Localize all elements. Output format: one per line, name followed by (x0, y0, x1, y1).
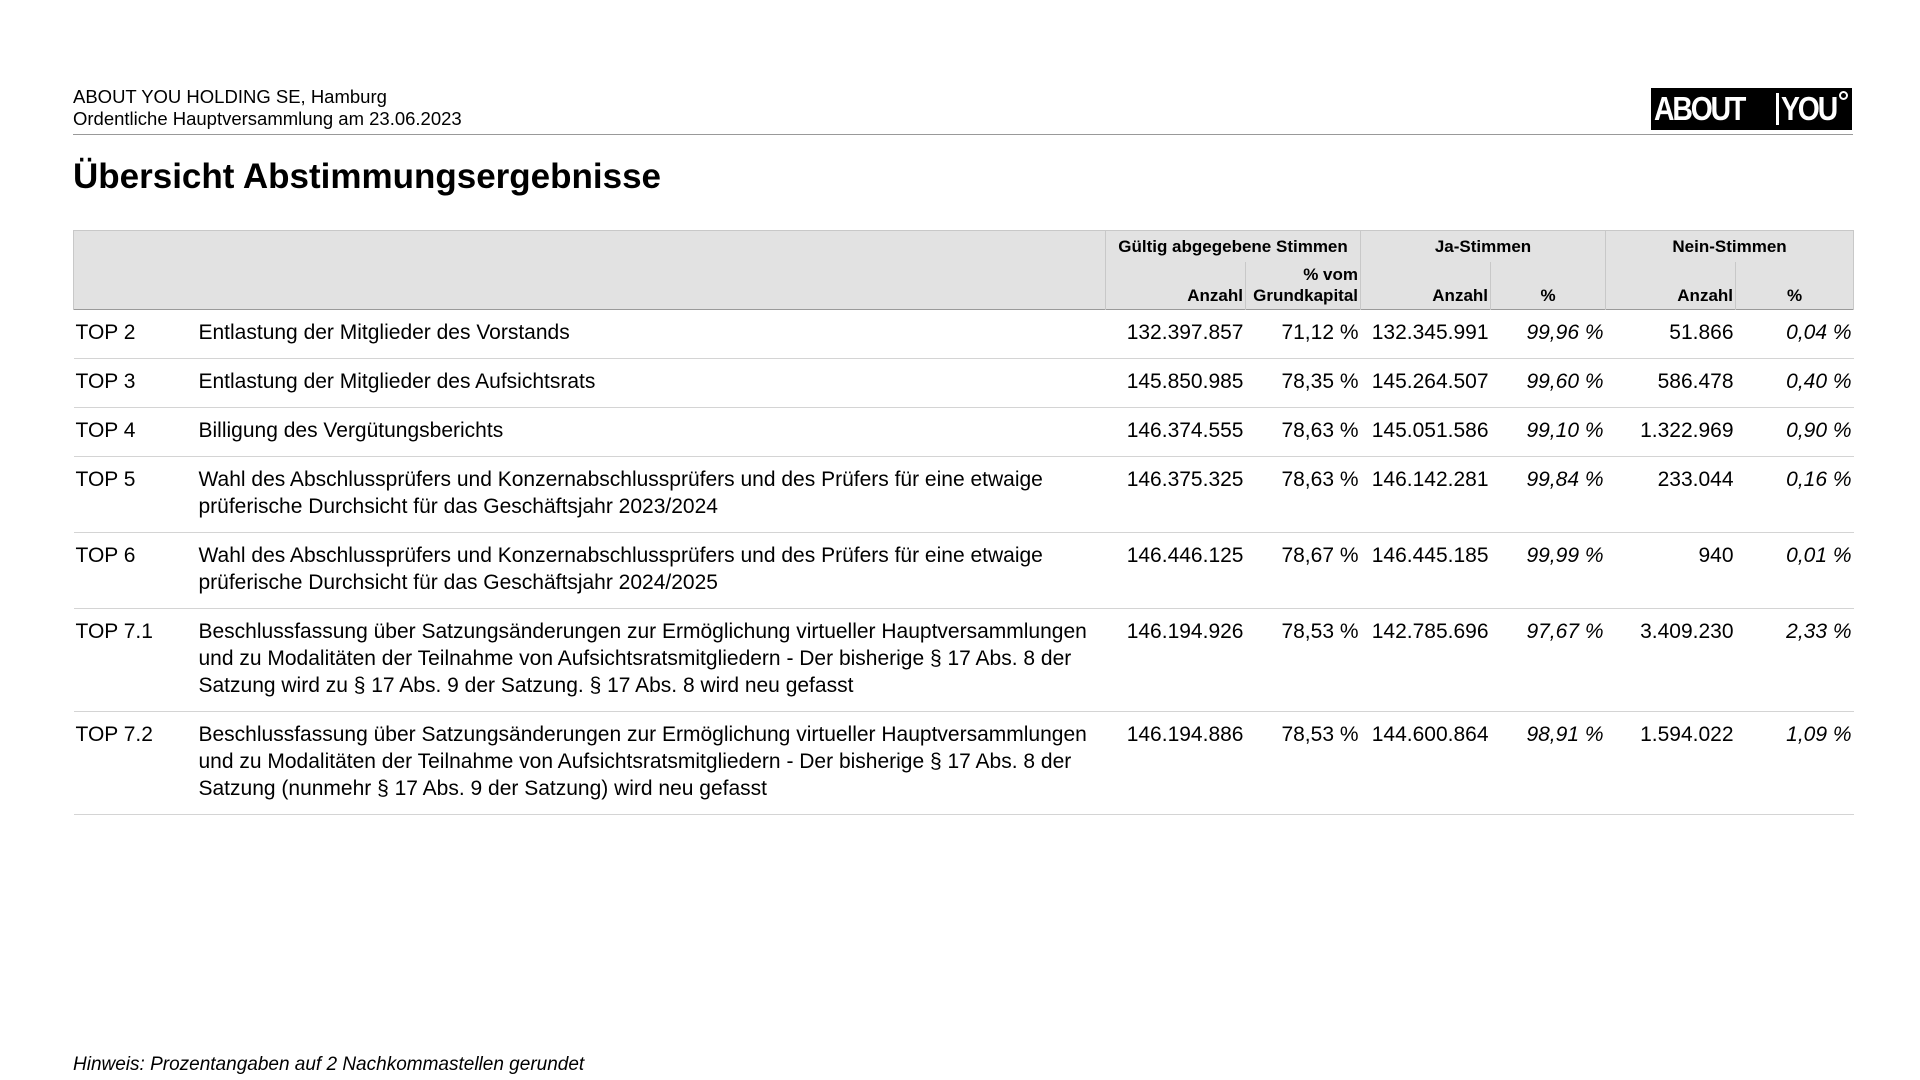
table-body (74, 310, 1854, 815)
table-row (74, 712, 1854, 815)
yes-pct: 99,96 % (1491, 310, 1606, 359)
yes-pct: 98,91 % (1491, 712, 1606, 815)
agenda-description: Wahl des Abschlussprüfers und Konzernabschlussprüfers und des Prüfers für eine etwaige prüferische Durchsicht für das Geschäftsjahr 2023/2024 (197, 457, 1106, 533)
valid-pct: 78,35 % (1246, 359, 1361, 408)
agenda-description: Beschlussfassung über Satzungsänderungen zur Ermöglichung virtueller Hauptversammlungen und zu Modalitäten der Teilnahme von Aufsichtsratsmitgliedern - Der bisherige § 17 Abs. 8 der Satzung wird zu § 17 Abs. 9 der Satzung. § 17 Abs. 8 wird neu gefasst (197, 609, 1106, 712)
header-valid-count: Anzahl (1106, 262, 1246, 310)
no-pct: 2,33 % (1736, 609, 1854, 712)
header-empty-cell (74, 231, 1106, 310)
yes-count: 146.142.281 (1361, 457, 1491, 533)
no-pct: 0,16 % (1736, 457, 1854, 533)
header-no-count: Anzahl (1606, 262, 1736, 310)
valid-pct: 78,63 % (1246, 408, 1361, 457)
voting-results-table (73, 230, 1854, 815)
yes-count: 142.785.696 (1361, 609, 1491, 712)
yes-count: 146.445.185 (1361, 533, 1491, 609)
valid-count: 146.374.555 (1106, 408, 1246, 457)
yes-pct: 99,10 % (1491, 408, 1606, 457)
yes-count: 145.264.507 (1361, 359, 1491, 408)
header-yes-count: Anzahl (1361, 262, 1491, 310)
header-yes-pct: % (1491, 262, 1606, 310)
yes-pct: 99,84 % (1491, 457, 1606, 533)
header-no-pct: % (1736, 262, 1854, 310)
meeting-date: Ordentliche Hauptversammlung am 23.06.2023 (73, 108, 462, 129)
valid-pct: 78,53 % (1246, 609, 1361, 712)
table-row (74, 457, 1854, 533)
no-count: 51.866 (1606, 310, 1736, 359)
yes-pct: 99,60 % (1491, 359, 1606, 408)
agenda-description: Billigung des Vergütungsberichts (197, 408, 1106, 457)
logo-separator (1776, 93, 1779, 125)
no-pct: 0,01 % (1736, 533, 1854, 609)
no-count: 1.594.022 (1606, 712, 1736, 815)
header-no-votes: Nein-Stimmen (1606, 231, 1854, 263)
no-count: 1.322.969 (1606, 408, 1736, 457)
no-count: 233.044 (1606, 457, 1736, 533)
agenda-description: Wahl des Abschlussprüfers und Konzernabschlussprüfers und des Prüfers für eine etwaige prüferische Durchsicht für das Geschäftsjahr 2024/2025 (197, 533, 1106, 609)
about-you-logo (1651, 88, 1852, 130)
logo-word-about: ABOUT (1654, 90, 1745, 127)
table-row (74, 609, 1854, 712)
table-row (74, 408, 1854, 457)
agenda-description: Entlastung der Mitglieder des Vorstands (197, 310, 1106, 359)
no-pct: 0,04 % (1736, 310, 1854, 359)
agenda-item: TOP 5 (74, 457, 197, 533)
agenda-item: TOP 2 (74, 310, 197, 359)
agenda-description: Entlastung der Mitglieder des Aufsichtsrats (197, 359, 1106, 408)
header-valid-votes: Gültig abgegebene Stimmen (1106, 231, 1361, 263)
no-pct: 0,40 % (1736, 359, 1854, 408)
agenda-item: TOP 4 (74, 408, 197, 457)
valid-count: 146.375.325 (1106, 457, 1246, 533)
header-yes-votes: Ja-Stimmen (1361, 231, 1606, 263)
header-divider (73, 134, 1853, 135)
agenda-item: TOP 7.1 (74, 609, 197, 712)
no-count: 586.478 (1606, 359, 1736, 408)
valid-pct: 71,12 % (1246, 310, 1361, 359)
table-row (74, 310, 1854, 359)
yes-count: 145.051.586 (1361, 408, 1491, 457)
logo-word-you: YOU (1781, 90, 1837, 127)
yes-pct: 97,67 % (1491, 609, 1606, 712)
page-title: Übersicht Abstimmungsergebnisse (73, 157, 662, 196)
document-header (73, 86, 462, 130)
yes-count: 144.600.864 (1361, 712, 1491, 815)
header-valid-pct: % vom Grundkapital (1246, 262, 1361, 310)
company-name: ABOUT YOU HOLDING SE, Hamburg (73, 86, 387, 107)
no-pct: 1,09 % (1736, 712, 1854, 815)
no-pct: 0,90 % (1736, 408, 1854, 457)
valid-pct: 78,67 % (1246, 533, 1361, 609)
agenda-item: TOP 6 (74, 533, 197, 609)
agenda-item: TOP 3 (74, 359, 197, 408)
yes-count: 132.345.991 (1361, 310, 1491, 359)
valid-count: 145.850.985 (1106, 359, 1246, 408)
no-count: 940 (1606, 533, 1736, 609)
agenda-description: Beschlussfassung über Satzungsänderungen zur Ermöglichung virtueller Hauptversammlungen und zu Modalitäten der Teilnahme von Aufsichtsratsmitgliedern - Der bisherige § 17 Abs. 8 der Satzung (nunmehr § 17 Abs. 9 der Satzung) wird neu gefasst (197, 712, 1106, 815)
agenda-item: TOP 7.2 (74, 712, 197, 815)
yes-pct: 99,99 % (1491, 533, 1606, 609)
valid-count: 146.446.125 (1106, 533, 1246, 609)
valid-count: 146.194.926 (1106, 609, 1246, 712)
no-count: 3.409.230 (1606, 609, 1736, 712)
table-row (74, 533, 1854, 609)
table-header (74, 231, 1854, 310)
valid-pct: 78,63 % (1246, 457, 1361, 533)
valid-count: 146.194.886 (1106, 712, 1246, 815)
valid-count: 132.397.857 (1106, 310, 1246, 359)
logo-circle-icon (1839, 91, 1848, 100)
footnote: Hinweis: Prozentangaben auf 2 Nachkommastellen gerundet (73, 1054, 585, 1075)
valid-pct: 78,53 % (1246, 712, 1361, 815)
table-row (74, 359, 1854, 408)
